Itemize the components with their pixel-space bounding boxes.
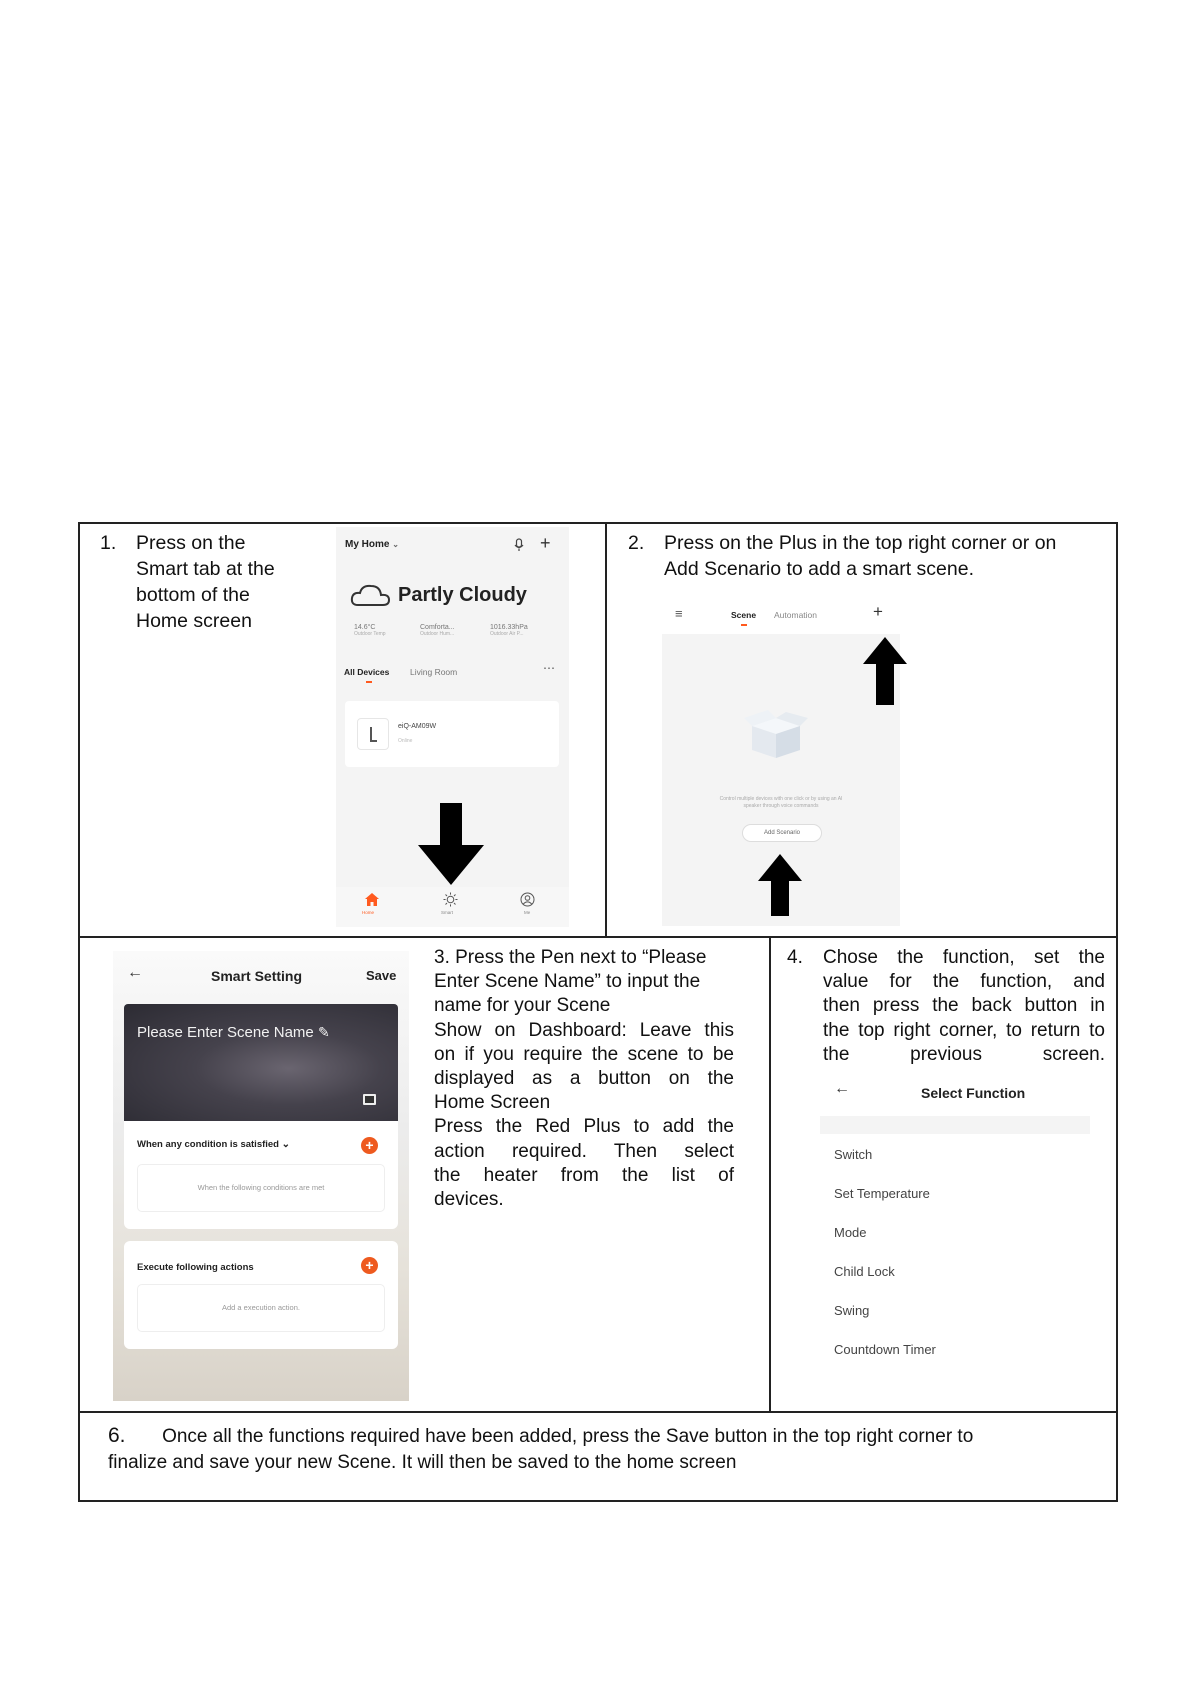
add-scene-plus-icon[interactable]: + [873,602,883,621]
table-row-divider-2 [78,1411,1118,1413]
step-3-instructions [434,946,734,1212]
weather-stat: 1016.33hPa Outdoor Air P... [490,624,528,637]
step-1-line: Smart tab at the [136,558,275,580]
weather-stat: Comforta... Outdoor Hum... [420,624,455,637]
function-item-mode[interactable]: Mode [834,1225,867,1240]
back-arrow-icon[interactable]: ← [127,964,143,981]
smart-setting-screenshot [113,951,409,1401]
step-3-line: Show on Dashboard: Leave this [434,1019,734,1041]
nav-me-label[interactable]: Me [524,910,531,915]
step-3-line: Enter Scene Name” to input the [434,971,701,993]
actions-header: Execute following actions [137,1262,254,1273]
tab-active-indicator [366,681,372,683]
device-thumbnail [357,718,389,750]
step-3-line: action required. Then select [434,1140,734,1162]
step-3-line: the heater from the list of [434,1164,734,1186]
arrow-up-icon [863,637,907,705]
step-4-line: Chose the function, set the [823,947,1105,968]
step-2-line: Add Scenario to add a smart scene. [664,558,975,580]
back-arrow-icon[interactable]: ← [834,1080,850,1097]
scene-name-input[interactable]: Please Enter Scene Name ✎ [137,1024,330,1041]
empty-state-text: Control multiple devices with one click or by using an AI speaker through voice commands [719,796,843,809]
image-icon[interactable] [363,1094,376,1105]
actions-card [124,1241,398,1349]
step-1-number: 1. [100,532,117,554]
step-3-line: Home Screen [434,1092,551,1114]
condition-header[interactable]: When any condition is satisfied ⌄ [137,1139,291,1150]
step-4-number: 4. [787,947,803,968]
home-icon[interactable] [365,893,379,906]
step-6-number: 6. [108,1424,126,1447]
tab-scene[interactable]: Scene [731,610,757,620]
function-item-switch[interactable]: Switch [834,1147,873,1162]
step-4-line: then press the back button in [823,995,1105,1017]
weather-condition: Partly Cloudy [398,584,527,606]
step-2-number: 2. [628,532,645,554]
conditions-card [124,1121,398,1229]
step-1-line: Home screen [136,610,252,632]
me-profile-icon[interactable] [520,892,535,907]
device-status: Online [398,738,413,744]
arrow-up-icon [758,854,802,916]
function-item-child-lock[interactable]: Child Lock [834,1264,895,1279]
pen-edit-icon[interactable]: ✎ [317,1024,330,1040]
step-6-line: 6. Once all the functions required have been added, press the Save button in the top right corner to [108,1424,974,1447]
weather-stat: 14.6°C Outdoor Temp [354,624,386,637]
empty-box-icon [742,708,810,760]
bottom-nav [336,887,569,927]
table-col-divider-top [605,522,607,938]
step-4-line: the top right corner, to return to [823,1019,1105,1041]
menu-icon[interactable]: ≡ [675,606,683,621]
step-6-line: finalize and save your new Scene. It will then be saved to the home screen [108,1452,737,1473]
add-scenario-button[interactable]: Add Scenario [742,824,822,842]
screen-title: Smart Setting [211,968,303,984]
home-title-label: My Home [345,539,390,550]
tab-living-room[interactable]: Living Room [410,667,458,677]
table-border-left [78,522,80,1502]
step-4-line: value for the function, and [823,971,1105,993]
chevron-down-icon: ⌄ [281,1139,291,1150]
screen-title: Select Function [921,1085,1026,1101]
microphone-icon [513,538,525,552]
function-item-countdown-timer[interactable]: Countdown Timer [834,1342,936,1357]
tab-active-indicator [741,624,747,626]
chevron-down-icon: ⌄ [392,540,399,549]
table-border-bottom [78,1500,1118,1502]
tab-all-devices[interactable]: All Devices [344,667,390,677]
step-3-line: on if you require the scene to be [434,1043,734,1065]
table-row-divider-1 [78,936,1118,938]
device-card[interactable] [345,701,559,767]
step-1-line: Press on the [136,532,246,554]
step-3-line: devices. [434,1189,504,1211]
table-border-top [78,522,1118,524]
device-name: eiQ-AM09W [398,723,437,730]
home-title [345,539,399,550]
step-3-line: 3. Press the Pen next to “Please [434,947,707,968]
smart-sun-icon[interactable] [443,892,458,907]
nav-smart-label[interactable]: Smart [441,910,454,915]
more-icon[interactable]: ⋯ [543,661,555,675]
step-3-line: displayed as a button on the [434,1068,734,1090]
arrow-down-icon [418,803,484,885]
step-1-line: bottom of the [136,584,250,606]
add-plus-icon: + [540,533,551,553]
step-3-line: name for your Scene [434,995,611,1017]
step-3-line: Press the Red Plus to add the [434,1116,734,1138]
add-action-plus-icon[interactable]: + [361,1257,378,1274]
function-item-set-temperature[interactable]: Set Temperature [834,1186,930,1201]
scene-name-banner [124,1004,398,1121]
table-border-right [1116,522,1118,1502]
nav-home-label[interactable]: Home [362,910,375,915]
step-6-instructions [108,1423,1108,1476]
step-4-line: the previous screen. [823,1043,1105,1065]
table-col-divider-middle [769,936,771,1412]
add-condition-plus-icon[interactable]: + [361,1137,378,1154]
action-placeholder-box[interactable]: Add a execution action. [137,1284,385,1332]
function-item-swing[interactable]: Swing [834,1303,870,1318]
select-function-screenshot [818,1076,1090,1366]
condition-placeholder-box[interactable]: When the following conditions are met [137,1164,385,1212]
cloud-icon [350,583,392,609]
divider-band [820,1116,1090,1134]
tab-automation[interactable]: Automation [774,610,817,620]
step-2-line: Press on the Plus in the top right corner or on [664,532,1057,554]
save-button[interactable]: Save [366,968,397,983]
